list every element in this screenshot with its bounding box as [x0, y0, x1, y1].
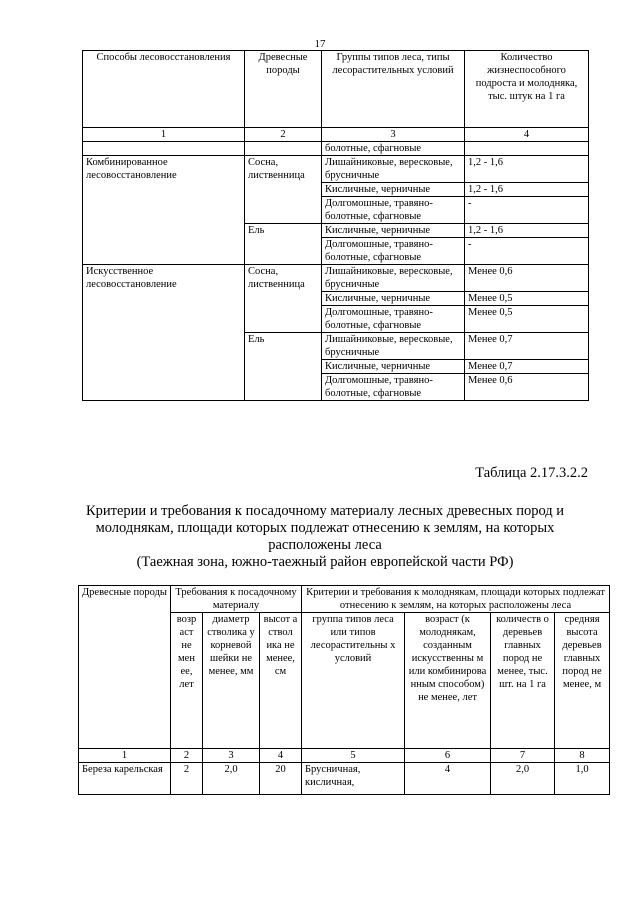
species-cell: Сосна, лиственница — [245, 265, 322, 333]
value-cell: Менее 0,6 — [465, 265, 589, 292]
value-cell: Менее 0,5 — [465, 306, 589, 333]
forest-type-cell: Лишайниковые, вересковые, брусничные — [322, 333, 465, 360]
value-cell: Менее 0,7 — [465, 360, 589, 374]
subheader-cell: возр аст не мен ее, лет — [171, 613, 203, 749]
header-cell: Древесные породы — [245, 51, 322, 128]
table-header-row — [83, 51, 589, 128]
table-row — [83, 142, 589, 156]
forest-type-cell: Долгомошные, травяно-болотные, сфагновые — [322, 238, 465, 265]
subheader-cell: группа типов леса или типов лесорастительны х условий — [302, 613, 405, 749]
title-subtitle: (Таежная зона, южно-таежный район европейской части РФ) — [136, 554, 514, 570]
subheader-cell: высот а ствол ика не менее, см — [260, 613, 302, 749]
column-number-row — [79, 749, 610, 763]
value-cell: 1,0 — [555, 763, 610, 795]
forest-type-cell: Брусничная, кисличная, — [302, 763, 405, 795]
planting-criteria-table — [78, 585, 610, 795]
table-title — [60, 503, 590, 571]
column-number: 1 — [79, 749, 171, 763]
value-cell: - — [465, 238, 589, 265]
forest-type-cell: Кисличные, черничные — [322, 224, 465, 238]
header-cell: Древесные породы — [79, 586, 171, 749]
value-cell: Менее 0,5 — [465, 292, 589, 306]
header-cell: Способы лесовосстановления — [83, 51, 245, 128]
column-number: 5 — [302, 749, 405, 763]
header-cell: Количество жизнеспособного подроста и молодняка, тыс. штук на 1 га — [465, 51, 589, 128]
column-number: 2 — [171, 749, 203, 763]
value-cell: 4 — [405, 763, 491, 795]
forest-restoration-table — [82, 50, 589, 401]
method-cell: Комбинированное лесовосстановление — [83, 156, 245, 265]
column-number: 1 — [83, 128, 245, 142]
value-cell: 1,2 - 1,6 — [465, 183, 589, 197]
value-cell: - — [465, 197, 589, 224]
header-cell: Критерии и требования к молоднякам, площади которых подлежат отнесению к землям, на которых расположены леса — [302, 586, 610, 613]
table-label: Таблица 2.17.3.2.2 — [475, 465, 588, 481]
subheader-cell: количеств о деревьев главных пород не менее, тыс. шт. на 1 га — [491, 613, 555, 749]
forest-type-cell: Кисличные, черничные — [322, 292, 465, 306]
forest-type-cell: Лишайниковые, вересковые, брусничные — [322, 265, 465, 292]
value-cell: 2,0 — [491, 763, 555, 795]
forest-type-cell: Лишайниковые, вересковые, брусничные — [322, 156, 465, 183]
header-cell: Требования к посадочному материалу — [171, 586, 302, 613]
header-cell: Группы типов леса, типы лесорастительных условий — [322, 51, 465, 128]
forest-type-cell: Кисличные, черничные — [322, 183, 465, 197]
value-cell: 2,0 — [203, 763, 260, 795]
column-number: 4 — [260, 749, 302, 763]
method-cell: Искусственное лесовосстановление — [83, 265, 245, 401]
forest-type-cell: Долгомошные, травяно-болотные, сфагновые — [322, 374, 465, 401]
value-cell: Менее 0,7 — [465, 333, 589, 360]
forest-type-cell: Кисличные, черничные — [322, 360, 465, 374]
column-number: 8 — [555, 749, 610, 763]
column-number: 3 — [203, 749, 260, 763]
value-cell: Менее 0,6 — [465, 374, 589, 401]
table-row — [83, 265, 589, 292]
table-row — [83, 156, 589, 183]
column-number: 7 — [491, 749, 555, 763]
forest-type-cell: Долгомошные, травяно-болотные, сфагновые — [322, 197, 465, 224]
subheader-cell: средняя высота деревьев главных пород не менее, м — [555, 613, 610, 749]
title-line: молоднякам, площади которых подлежат отнесению к землям, на которых — [95, 520, 555, 536]
species-cell: Сосна, лиственница — [245, 156, 322, 224]
species-cell: Береза карельская — [79, 763, 171, 795]
forest-type-cell: болотные, сфагновые — [322, 142, 465, 156]
value-cell: 1,2 - 1,6 — [465, 156, 589, 183]
column-number: 4 — [465, 128, 589, 142]
subheader-cell: возраст (к молоднякам, созданным искусственны м или комбинирова нным способом) не менее, лет — [405, 613, 491, 749]
species-cell: Ель — [245, 333, 322, 401]
forest-type-cell: Долгомошные, травяно-болотные, сфагновые — [322, 306, 465, 333]
species-cell: Ель — [245, 224, 322, 265]
table-header-row — [79, 586, 610, 613]
column-number: 2 — [245, 128, 322, 142]
column-number-row — [83, 128, 589, 142]
table-row — [79, 763, 610, 795]
column-number: 3 — [322, 128, 465, 142]
subheader-cell: диаметр стволика у корневой шейки не менее, мм — [203, 613, 260, 749]
title-line: расположены леса — [268, 537, 382, 553]
value-cell: 1,2 - 1,6 — [465, 224, 589, 238]
title-line: Критерии и требования к посадочному материалу лесных древесных пород и — [85, 503, 565, 519]
column-number: 6 — [405, 749, 491, 763]
page-number: 17 — [314, 38, 326, 50]
value-cell: 20 — [260, 763, 302, 795]
value-cell: 2 — [171, 763, 203, 795]
